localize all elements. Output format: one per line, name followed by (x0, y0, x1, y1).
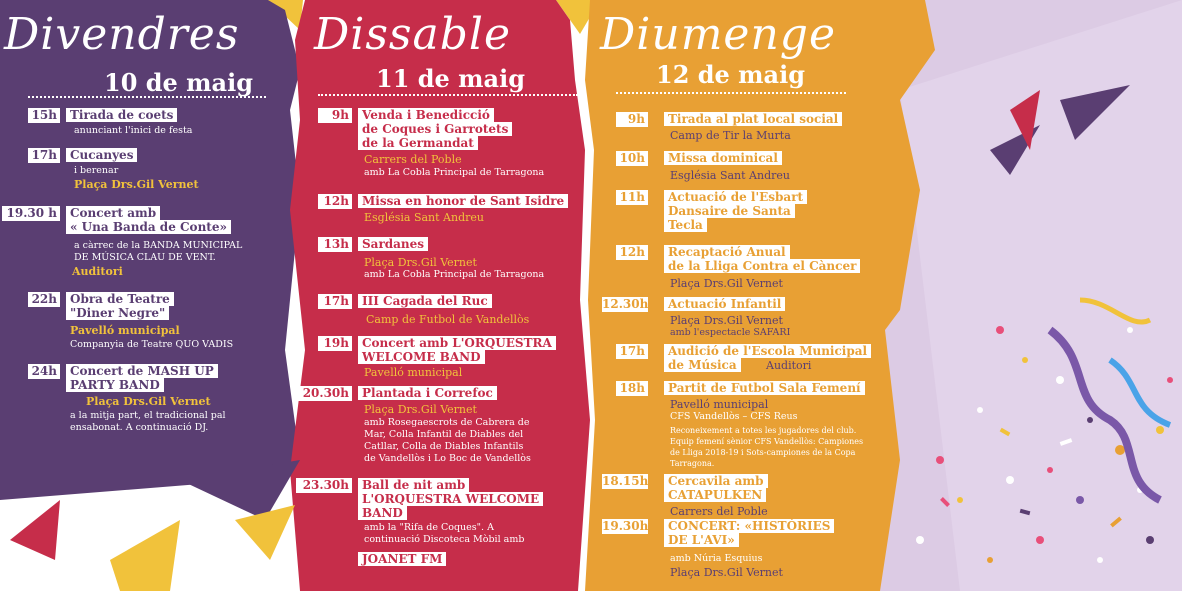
event-place: Pavelló municipal (364, 366, 463, 379)
event-title (66, 148, 137, 162)
event-title-text: Cucanyes (66, 148, 137, 162)
event-time: 18h (616, 381, 648, 396)
event-title-text: Missa dominical (664, 151, 782, 165)
event-place: Carrers del Poble (364, 153, 462, 166)
event-title-text: Recaptació Anual de la Lliga Contra el Càncer (664, 245, 860, 273)
event-place: Plaça Drs.Gil Vernet (364, 256, 477, 269)
event-title (66, 292, 174, 320)
event-title-text: Concert de MASH UP PARTY BAND (66, 364, 218, 392)
event-title-text: CONCERT: «HISTÒRIES DE L'AVI» (664, 519, 834, 547)
event-place: Plaça Drs.Gil Vernet (670, 277, 783, 290)
event-title-text: Tirada al plat local social (664, 112, 842, 126)
event-time: 9h (616, 112, 648, 127)
event-time: 10h (616, 151, 648, 166)
event-title-text: III Cagada del Ruc (358, 294, 492, 308)
event-place: Auditori (72, 265, 123, 278)
event-time: 19h (318, 336, 352, 351)
event-title-text: Tirada de coets (66, 108, 177, 122)
event-time: 19.30 h (2, 206, 60, 221)
event-place: Plaça Drs.Gil Vernet (670, 566, 783, 579)
event-title (664, 297, 785, 311)
event-title-text: Plantada i Correfoc (358, 386, 497, 400)
event-title-text: Sardanes (358, 237, 428, 251)
event-title (358, 336, 556, 364)
event-note: i berenar (74, 165, 119, 176)
sunday-column (590, 0, 900, 591)
event-place: Església Sant Andreu (670, 169, 790, 182)
event-time: 20.30h (296, 386, 352, 401)
event-extra (358, 552, 446, 566)
event-title-text: Obra de Teatre "Diner Negre" (66, 292, 174, 320)
event-place: Plaça Drs.Gil Vernet (364, 403, 477, 416)
event-time: 11h (616, 190, 648, 205)
event-extra-text: JOANET FM (358, 552, 446, 566)
event-time: 23.30h (296, 478, 352, 493)
event-time: 12h (616, 245, 648, 260)
event-place: Plaça Drs.Gil Vernet (670, 314, 783, 327)
event-title-text: Concert amb L'ORQUESTRA WELCOME BAND (358, 336, 556, 364)
event-note: Companyia de Teatre QUO VADIS (70, 339, 234, 350)
saturday-divider (318, 94, 578, 96)
event-place: Església Sant Andreu (364, 211, 484, 224)
event-note: anunciant l'inici de festa (74, 125, 193, 136)
event-place: Pavelló municipal (670, 398, 769, 411)
event-title (358, 194, 568, 208)
event-note: amb La Cobla Principal de Tarragona (364, 269, 545, 280)
event-time: 15h (28, 108, 60, 123)
event-title (664, 474, 768, 502)
event-time: 17h (318, 294, 352, 309)
event-title-text: Venda i Benedicció de Coques i Garrotets de la Germandat (358, 108, 512, 150)
event-title (66, 364, 218, 392)
event-time: 24h (28, 364, 60, 379)
event-title (358, 478, 543, 520)
event-title-text: Partit de Futbol Sala Femení (664, 381, 865, 395)
event-title-text: Ball de nit amb L'ORQUESTRA WELCOME BAND (358, 478, 543, 520)
friday-divider (28, 96, 266, 98)
event-title (664, 381, 865, 395)
event-time: 12h (318, 194, 352, 209)
sunday-divider (616, 92, 846, 94)
event-title (66, 206, 231, 234)
event-title (358, 237, 428, 251)
event-note: amb la "Rifa de Coques". A continuació Discoteca Mòbil amb (364, 522, 525, 545)
event-title-text: Concert amb « Una Banda de Conte» (66, 206, 231, 234)
event-note: CFS Vandellòs – CFS Reus (670, 411, 798, 422)
saturday-column (290, 0, 590, 591)
event-title (358, 386, 497, 400)
event-title (358, 108, 512, 150)
event-place: Carrers del Poble (670, 505, 768, 518)
event-place: Auditori (766, 359, 812, 372)
event-time: 17h (28, 148, 60, 163)
friday-date: 10 de maig (104, 68, 254, 97)
event-place: Pavelló municipal (70, 324, 180, 337)
event-title-text: Cercavila amb CATAPULKEN (664, 474, 768, 502)
saturday-script-title: Dissable (314, 9, 512, 60)
event-title-text: Actuació de l'Esbart Dansaire de Santa Tecla (664, 190, 807, 232)
event-time: 19.30h (602, 519, 649, 533)
event-time: 17h (616, 344, 648, 359)
event-title-text: Audició de l'Escola Municipal de Música (664, 344, 871, 372)
friday-column (0, 0, 300, 591)
event-note: amb La Cobla Principal de Tarragona (364, 167, 545, 178)
event-note: amb l'espectacle SAFARI (670, 327, 791, 338)
event-place: Camp de Futbol de Vandellòs (366, 313, 530, 326)
event-title (664, 112, 842, 126)
event-notes: Reconeixement a totes les jugadores del club. Equip femení sènior CFS Vandellòs: Campiones de Lliga 2018-19 i Sots-campiones de la Copa Tarragona. (670, 426, 864, 468)
event-title (664, 519, 834, 547)
saturday-date: 11 de maig (376, 64, 526, 93)
event-title-text: Missa en honor de Sant Isidre (358, 194, 568, 208)
event-title (66, 108, 177, 122)
event-title (358, 294, 492, 308)
sunday-date: 12 de maig (656, 60, 806, 89)
event-note: a càrrec de la BANDA MUNICIPAL DE MÚSICA CLAU DE VENT. (74, 240, 243, 263)
event-note: a la mitja part, el tradicional pal ensabonat. A continuació DJ. (70, 410, 226, 433)
event-title (664, 190, 807, 232)
event-time: 22h (28, 292, 60, 307)
event-place: Camp de Tir la Murta (670, 129, 791, 142)
sunday-script-title: Diumenge (600, 9, 836, 60)
event-title (664, 151, 782, 165)
event-note: amb Rosegaescrots de Cabrera de Mar, Colla Infantil de Diables del Catllar, Colla de Diables Infantils de Vandellòs i Lo Boc de Vandellòs (364, 417, 531, 464)
event-time: 13h (318, 237, 352, 252)
event-title-text: Actuació Infantil (664, 297, 785, 311)
event-time: 9h (318, 108, 352, 123)
event-time: 18.15h (602, 474, 649, 488)
event-note: amb Núria Esquius (670, 553, 763, 564)
friday-script-title: Divendres (4, 9, 240, 60)
event-title (664, 245, 860, 273)
event-time: 12.30h (602, 297, 649, 311)
event-place: Plaça Drs.Gil Vernet (74, 178, 199, 191)
event-place: Plaça Drs.Gil Vernet (86, 395, 211, 408)
